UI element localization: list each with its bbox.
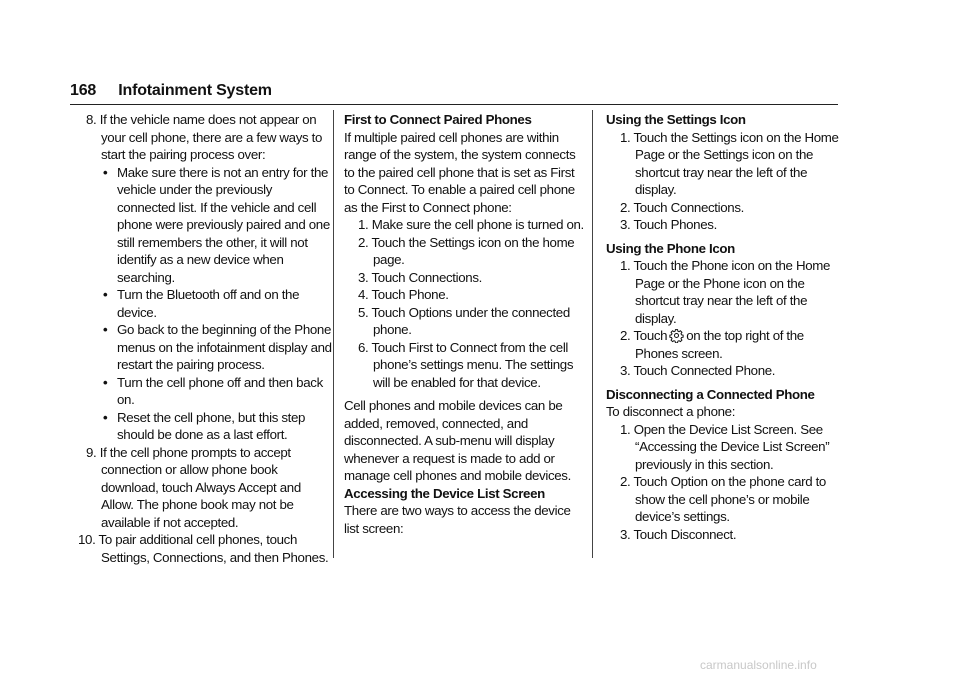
step-item — [606, 421, 844, 474]
column-2 — [344, 111, 584, 537]
bullet-icon: • — [103, 164, 108, 180]
step-number: 2. — [620, 199, 631, 215]
item-number: 8. — [86, 112, 97, 127]
step-text: Touch the Phone icon on the Home Page or the Phone icon on the shortcut tray near the left of the display. — [633, 258, 831, 326]
item-text: If the vehicle name does not appear on your cell phone, there are a few ways to start the pairing process over: — [99, 112, 323, 162]
bullet-item — [70, 321, 332, 374]
step-text: Open the Device List Screen. See “Accessing the Device List Screen” previously in this section. — [633, 421, 830, 472]
bullet-text: Turn the Bluetooth off and on the device. — [117, 287, 300, 320]
paragraph: There are two ways to access the device list screen: — [344, 503, 571, 536]
step-item — [606, 473, 844, 526]
step-item — [606, 216, 844, 234]
step-text: Touch the Settings icon on the home page. — [371, 234, 575, 267]
page-number: 168 — [70, 82, 97, 99]
page-header — [70, 82, 838, 104]
step-text: Touch Disconnect. — [633, 526, 737, 542]
list-item-8 — [70, 111, 332, 164]
step-item — [344, 216, 584, 234]
list-item-10 — [70, 531, 332, 566]
bullet-icon: • — [103, 287, 108, 302]
step-number: 2. — [620, 328, 631, 343]
watermark: carmanualsonline.info — [700, 658, 817, 672]
section-title: Infotainment System — [118, 82, 272, 99]
step-item — [606, 327, 844, 362]
step-number: 1. — [620, 129, 631, 145]
step-item — [606, 362, 844, 380]
bullet-text: Make sure there is not an entry for the vehicle under the previously connected list. If the vehicle and cell phone were previously paired and one still remembers the other, it will not identify as a new device when searching. — [117, 164, 330, 285]
bullet-icon: • — [103, 409, 108, 425]
step-number: 5. — [358, 304, 369, 320]
step-text: Touch Connected Phone. — [633, 363, 776, 378]
step-number: 2. — [358, 234, 369, 250]
item-number: 9. — [86, 444, 97, 460]
section-heading: Using the Settings Icon — [606, 112, 746, 127]
step-item — [344, 286, 584, 304]
step-text: Touch Phones. — [633, 217, 717, 232]
step-text: Touch Connections. — [633, 199, 744, 215]
step-number: 6. — [358, 339, 369, 355]
column-divider-1 — [333, 110, 334, 558]
step-number: 1. — [620, 258, 631, 273]
step-number: 3. — [358, 269, 369, 285]
item-text: To pair additional cell phones, touch Settings, Connections, and then Phones. — [98, 532, 329, 565]
step-item — [344, 304, 584, 339]
section-heading: First to Connect Paired Phones — [344, 112, 532, 127]
section-heading: Accessing the Device List Screen — [344, 485, 545, 501]
step-item — [344, 269, 584, 287]
section-heading: Using the Phone Icon — [606, 240, 735, 256]
step-text: Touch Connections. — [371, 269, 482, 285]
paragraph: To disconnect a phone: — [606, 404, 736, 419]
step-number: 3. — [620, 217, 631, 232]
bullet-text: Turn the cell phone off and then back on. — [117, 374, 323, 407]
section-heading: Disconnecting a Connected Phone — [606, 386, 815, 402]
step-number: 4. — [358, 287, 369, 302]
bullet-item — [70, 164, 332, 287]
column-divider-2 — [592, 110, 593, 558]
step-item — [606, 257, 844, 327]
column-3 — [606, 111, 844, 543]
list-item-9 — [70, 444, 332, 532]
step-text: Make sure the cell phone is turned on. — [371, 217, 584, 232]
step-text: Touch Option on the phone card to show the cell phone’s or mobile device’s settings. — [633, 474, 826, 524]
bullet-item — [70, 374, 332, 409]
step-text: Touch Phone. — [371, 287, 449, 302]
step-number: 2. — [620, 474, 631, 489]
item-number: 10. — [78, 532, 96, 547]
step-item — [606, 526, 844, 544]
step-number: 3. — [620, 363, 631, 378]
step-text: Touch the Settings icon on the Home Page or the Settings icon on the shortcut tray near the left of the display. — [633, 129, 839, 197]
step-number: 1. — [620, 421, 631, 437]
step-number: 1. — [358, 217, 369, 232]
paragraph: If multiple paired cell phones are within range of the system, the system connects to the paired cell phone that is set as First to Connect. To enable a paired cell phone as the First to Connect phone: — [344, 129, 576, 215]
paragraph: Cell phones and mobile devices can be added, removed, connected, and disconnected. A sub-menu will display whenever a request is made to add or manage cell phones and mobile devices. — [344, 398, 571, 483]
column-1 — [70, 111, 332, 566]
step-text: Touch Options under the connected phone. — [371, 304, 570, 337]
header-rule — [70, 104, 838, 105]
bullet-text: Reset the cell phone, but this step should be done as a last effort. — [117, 409, 306, 442]
gear-icon — [669, 328, 684, 343]
bullet-icon: • — [103, 374, 108, 390]
step-text-suffix: on the top right of the Phones screen. — [635, 328, 804, 361]
step-item — [344, 234, 584, 269]
bullet-item — [70, 409, 332, 444]
step-text: Touch First to Connect from the cell phone’s settings menu. The settings will be enabled for that device. — [371, 339, 574, 390]
step-number: 3. — [620, 526, 631, 542]
step-item — [606, 199, 844, 217]
item-text: If the cell phone prompts to accept connection or allow phone book download, touch Always Accept and Allow. The phone book may not be available if not accepted. — [99, 444, 301, 530]
step-item — [606, 129, 844, 199]
bullet-icon: • — [103, 322, 108, 337]
step-text-prefix: Touch — [633, 328, 668, 343]
step-item — [344, 339, 584, 392]
bullet-text: Go back to the beginning of the Phone menus on the infotainment display and restart the pairing process. — [117, 322, 332, 372]
bullet-item — [70, 286, 332, 321]
